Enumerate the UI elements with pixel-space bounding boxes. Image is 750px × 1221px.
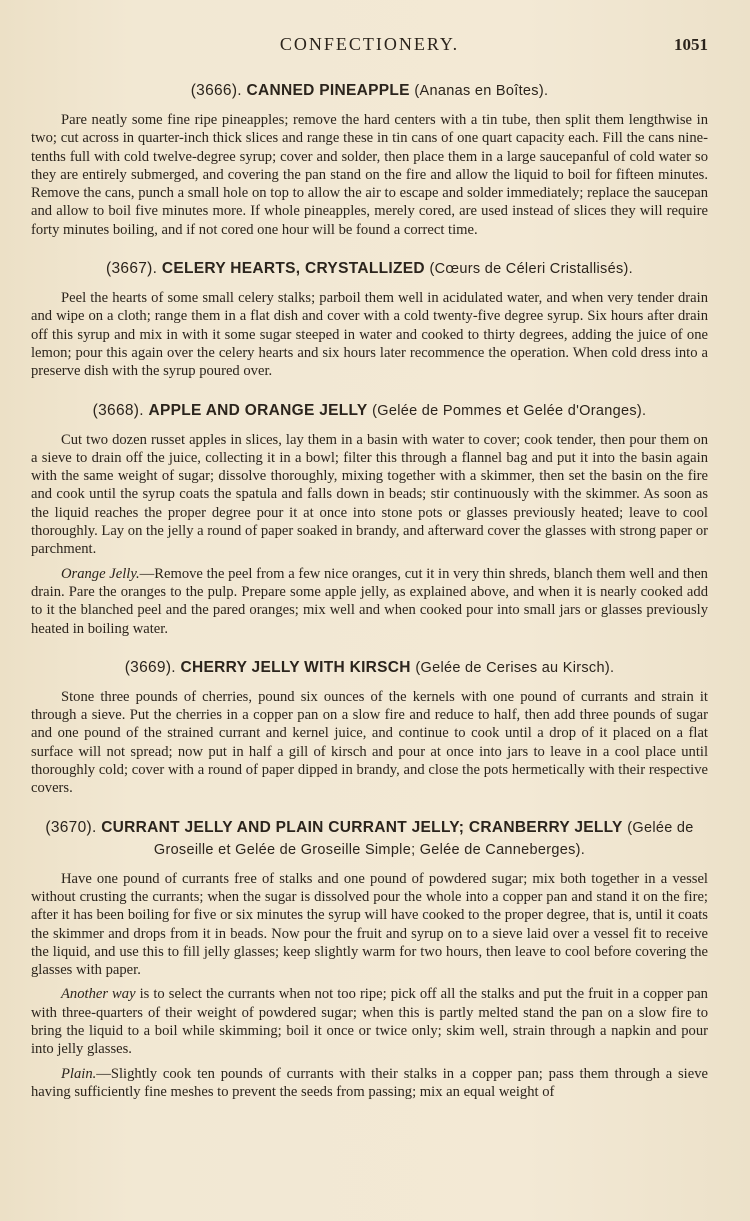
recipe-heading <box>31 80 708 102</box>
paragraph-text: —Slightly cook ten pounds of currants with their stalks in a copper pan; pass them through a sieve having sufficiently fine meshes to prevent the seeds from passing; mix an equal weight of <box>31 1065 708 1100</box>
paragraph-text: —Remove the peel from a few nice oranges, cut it in very thin shreds, blanch them well and then drain. Pare the oranges to the pulp. Prepare some apple jelly, as explained above, and when it is nearly cooked add to it the blanched peel and the pared oranges; mix well and when cooked pour into small jars or glasses previously heated in boiling water. <box>31 565 708 637</box>
paragraph-lead: Another way <box>61 986 136 1003</box>
paragraph-text: Cut two dozen russet apples in slices, lay them in a basin with water to cover; cook tender, then pour them on a sieve to drain off the juice, collecting it in a bowl; filter this through a flannel bag and put it into the basin again with the same weight of sugar; dissolve thoroughly, mixing together with a skimmer, then set the basin on the fire and cook until the syrup coats the spatula and falls down in beads; stir continuously with the skimmer. As soon as the liquid reaches the proper degree pour it at once into stone pots or glasses previously heated; leave to cool thoroughly. Lay on the jelly a round of paper soaked in brandy, and afterward cover the glasses with strong paper or parchment. <box>31 431 708 558</box>
recipe-paragraph <box>31 111 708 239</box>
recipe-3669 <box>31 657 708 798</box>
recipe-3666 <box>31 80 708 239</box>
recipe-paragraph <box>31 565 708 638</box>
recipe-title: CELERY HEARTS, CRYSTALLIZED <box>161 260 425 278</box>
recipe-french-title: (Ananas en Boîtes). <box>414 83 549 99</box>
paragraph-text: Peel the hearts of some small celery stalks; parboil them well in acidulated water, and when very tender drain and wipe on a cloth; range them in a flat dish and cover with a cold twenty-five degree syrup. Six hours after drain off this syrup and mix in with it some sugar steeped in water and cooked to thirty degrees, adding the juice of one lemon; pour this again over the celery hearts and six hours later recommence the operation. When cold dress into a preserve dish with the syrup poured over. <box>31 290 708 380</box>
recipe-paragraph <box>31 289 708 380</box>
paragraph-text: Stone three pounds of cherries, pound six ounces of the kernels with one pound of currants and strain it through a sieve. Put the cherries in a copper pan on a slow fire and reduce to half, then add three pounds of sugar and one pound of the strained currant and kernel juice, and continue to cook until a drop of it placed on a flat surface will not spread; now put in half a gill of kirsch and pour at once into jars to leave in a cool place until thoroughly cold; cover with a round of paper dipped in brandy, and close the pots hermetically with their respective covers. <box>31 688 708 797</box>
recipe-title: CHERRY JELLY WITH KIRSCH <box>180 658 411 676</box>
running-title: CONFECTIONERY. <box>279 34 460 54</box>
recipe-heading <box>31 817 708 861</box>
recipe-title: CURRANT JELLY AND PLAIN CURRANT JELLY; CRANBERRY JELLY <box>101 818 623 836</box>
recipe-number: (3669). <box>124 658 176 676</box>
recipe-number: (3668). <box>92 401 144 419</box>
recipe-number: (3670). <box>45 818 97 836</box>
paragraph-lead: Orange Jelly. <box>61 565 140 582</box>
recipe-heading <box>31 400 708 422</box>
recipe-3667 <box>31 258 708 380</box>
recipe-title: APPLE AND ORANGE JELLY <box>148 401 368 419</box>
recipe-paragraph <box>31 688 708 798</box>
paragraph-text: is to select the currants when not too ripe; pick off all the stalks and put the fruit in a copper pan with three-quarters of their weight of powdered sugar; when this is partly melted stand the pan on a slow fire to bring the liquid to a boil while skimming; boil it once or twice only; skim well, strain through a napkin and pour into jelly glasses. <box>31 986 708 1058</box>
running-head <box>31 34 708 62</box>
recipe-paragraph <box>31 431 708 559</box>
paragraph-text: Pare neatly some fine ripe pineapples; remove the hard centers with a tin tube, then split them lengthwise in two; cut across in quarter-inch thick slices and range these in tin cans of one quart capacity each. Fill the cans nine-tenths full with cold twelve-degree syrup; cover and solder, then place them in a large saucepanful of cold water so they are entirely submerged, and covering the pan stand on the fire and allow the liquid to boil for fifteen minutes. Remove the cans, punch a small hole on top to allow the air to escape and solder immediately; replace the saucepan and allow to boil five minutes more. If whole pineapples, merely cored, are used instead of slices they will require forty minutes boiling, and if not cored one hour will be found a correct time. <box>31 112 708 238</box>
recipe-heading <box>31 657 708 679</box>
recipe-french-title: (Gelée de Cerises au Kirsch). <box>415 659 615 676</box>
recipe-number: (3667). <box>106 260 158 278</box>
recipe-number: (3666). <box>190 82 242 99</box>
page-number: 1051 <box>674 35 708 54</box>
recipe-paragraph <box>31 985 708 1058</box>
recipe-paragraph <box>31 1065 708 1102</box>
recipe-french-title: (Gelée de Pommes et Gelée d'Oranges). <box>372 402 647 419</box>
recipe-paragraph <box>31 870 708 980</box>
recipe-3670 <box>31 817 708 1102</box>
paragraph-lead: Plain. <box>61 1065 97 1082</box>
recipe-french-title: (Gelée de Groseille et Gelée de Groseille Simple; Gelée de Canneberges). <box>153 819 694 858</box>
recipe-title: CANNED PINEAPPLE <box>246 82 410 99</box>
recipe-french-title: (Cœurs de Céleri Cristallisés). <box>429 261 633 278</box>
recipe-3668 <box>31 400 708 638</box>
recipe-heading <box>31 258 708 280</box>
paragraph-text: Have one pound of currants free of stalks and one pound of powdered sugar; mix both together in a vessel without crusting the currants; when the sugar is dissolved pour the whole into a copper pan and stand it on the fire; after it has been boiling for five or six minutes the syrup will have cooked to the proper degree, that is, until it coats the skimmer and drops from it in beads. Now pour the fruit and syrup on to a sieve laid over a vessel fit to receive the liquid, and use this to fill jelly glasses; keep slightly warm for two hours, then leave to cool before covering the glasses with paper. <box>31 870 708 979</box>
